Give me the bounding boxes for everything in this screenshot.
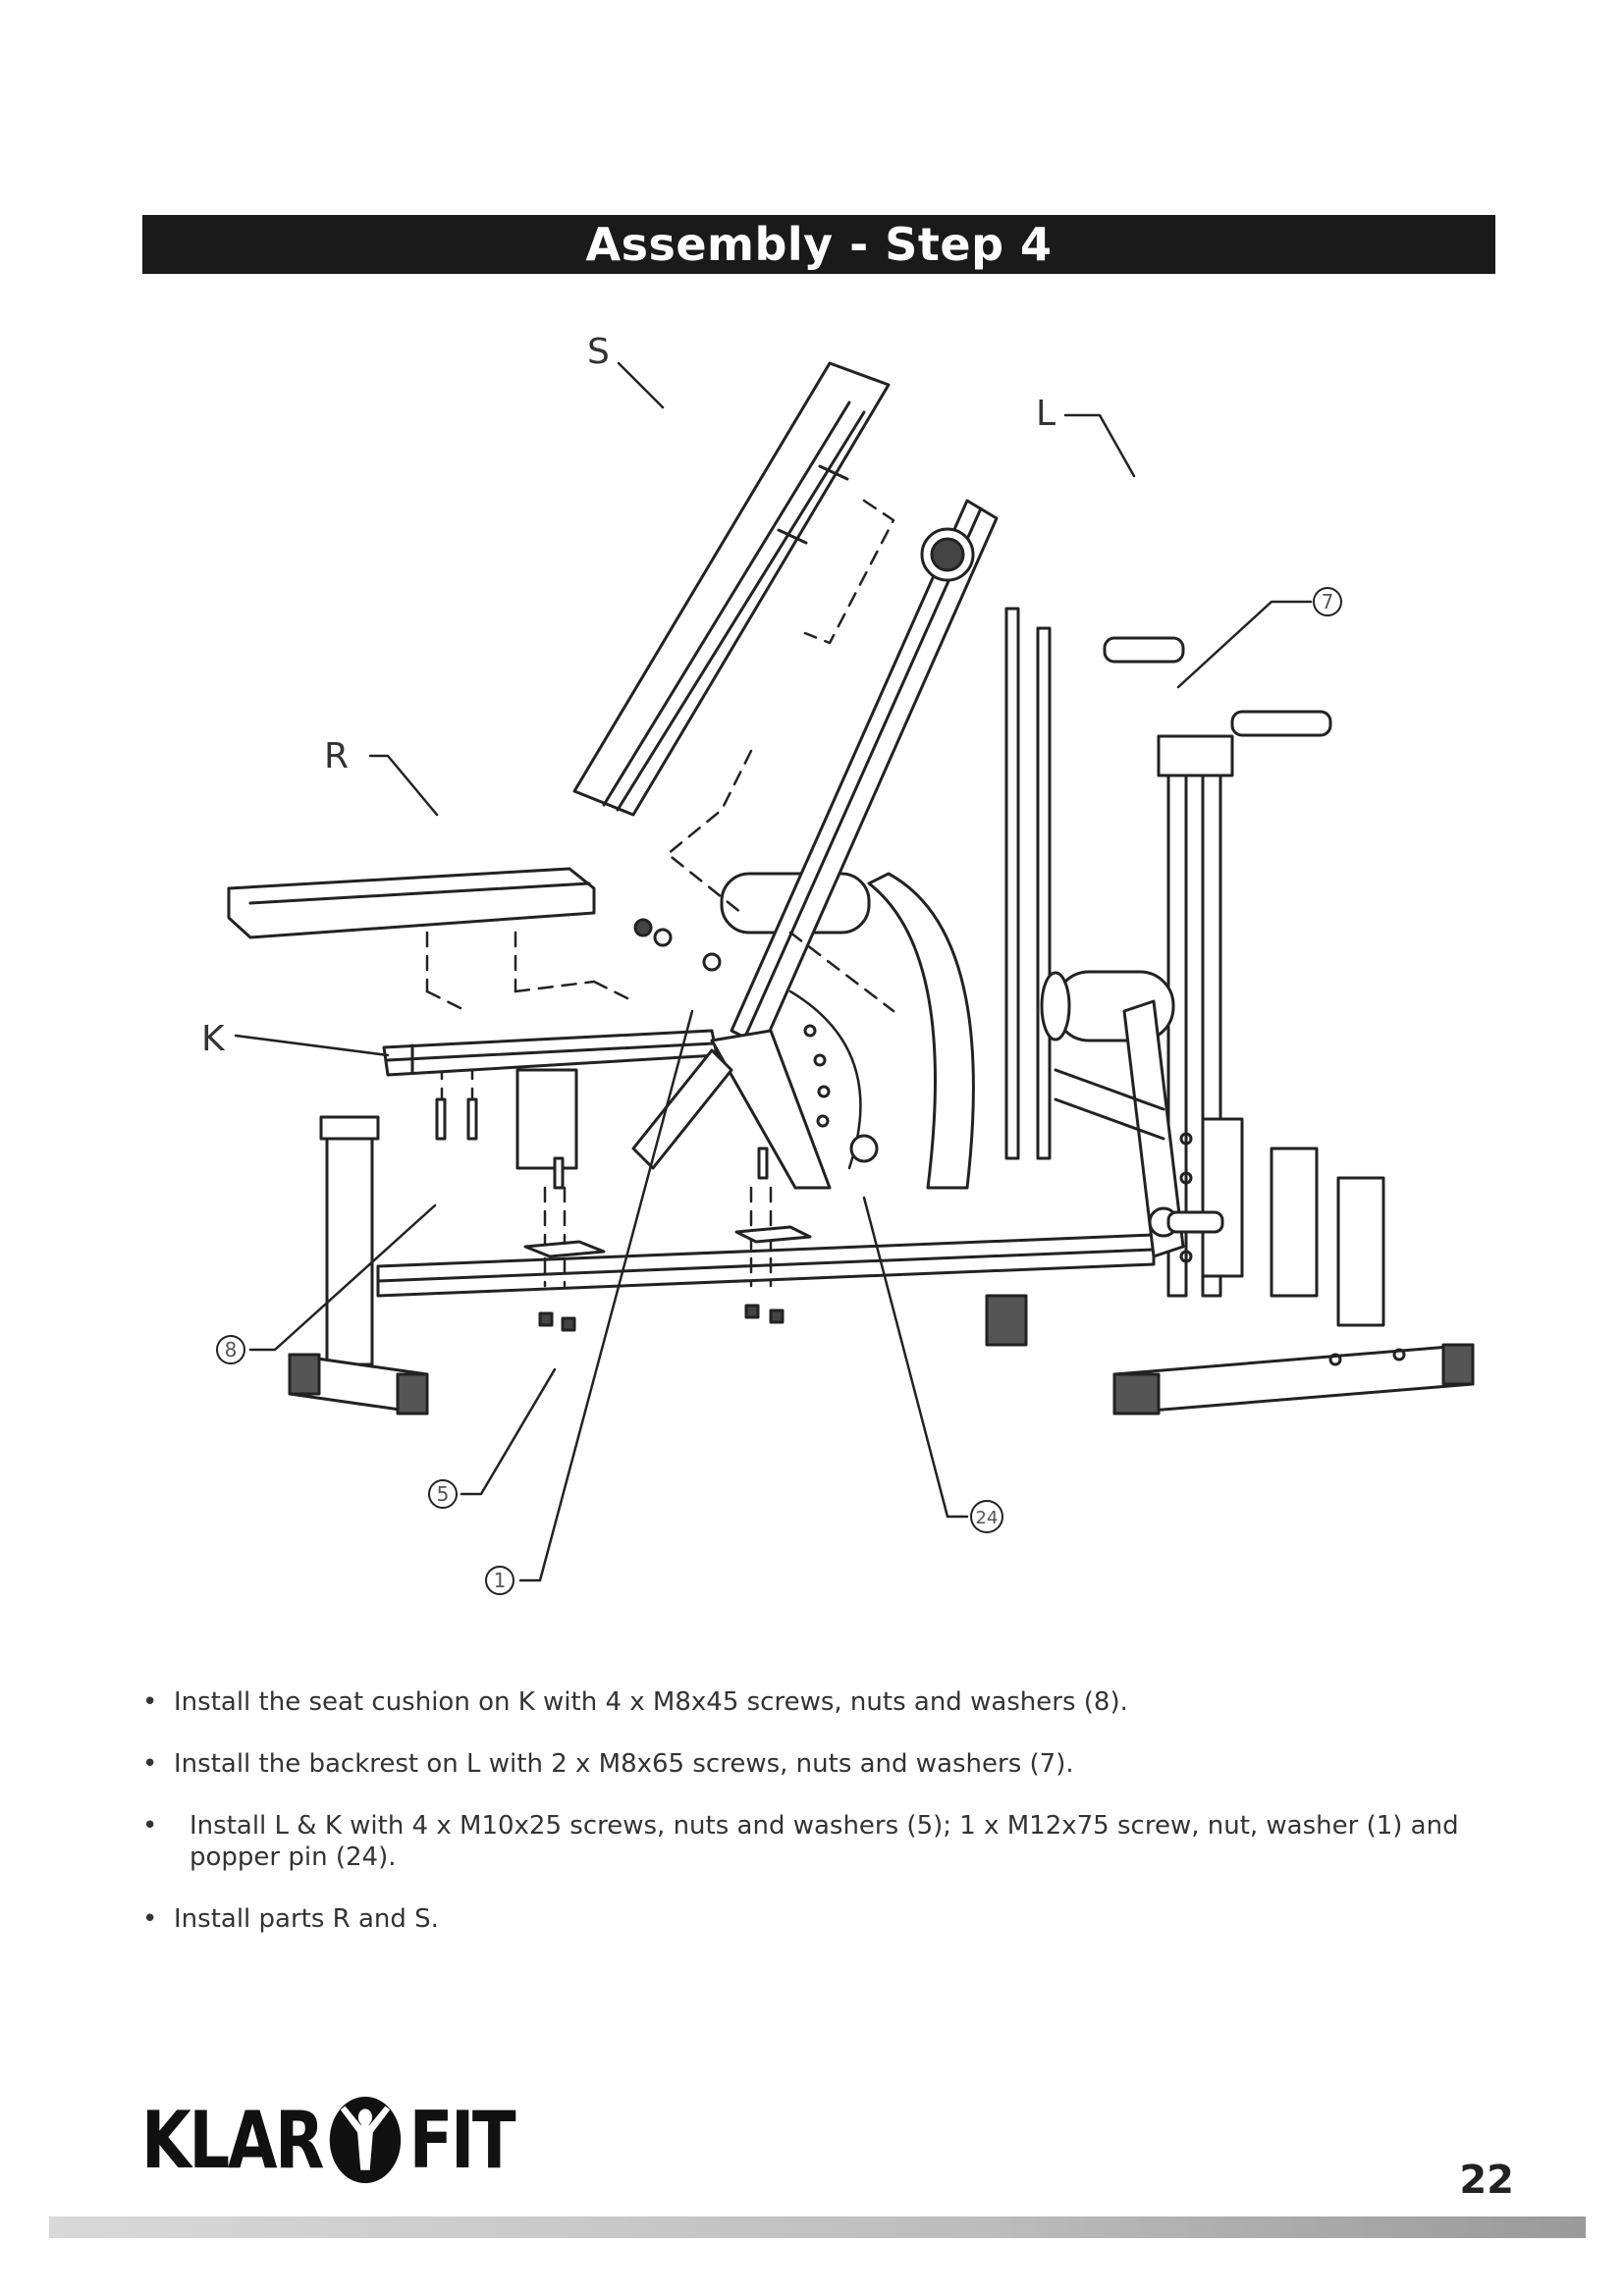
label-l: L <box>1036 394 1056 434</box>
rear-rack <box>722 609 1473 1414</box>
page-number: 22 <box>1459 2158 1514 2203</box>
logo-text-right: FIT <box>408 2094 514 2186</box>
base-frame <box>290 1117 1154 1414</box>
footer-bar <box>49 2216 1586 2238</box>
callout-7: 7 <box>1321 590 1334 614</box>
instruction-item: • Install L & K with 4 x M10x25 screws, nuts and washers (5); 1 x M12x75 screw, nut, washer (1) and popper pin (24). <box>142 1810 1507 1873</box>
seat-cushion-r <box>229 869 594 937</box>
athlete-icon <box>327 2093 405 2187</box>
label-k: K <box>201 1019 225 1059</box>
callout-8: 8 <box>224 1338 238 1362</box>
brand-logo <box>141 2094 514 2186</box>
label-r: R <box>324 736 350 776</box>
page-title: Assembly - Step 4 <box>142 215 1495 274</box>
assembly-diagram <box>142 324 1495 1620</box>
label-s: S <box>587 332 610 372</box>
instruction-item: • Install parts R and S. <box>142 1903 1507 1935</box>
instruction-item: • Install the backrest on L with 2 x M8x65 screws, nuts and washers (7). <box>142 1748 1507 1780</box>
instruction-item: • Install the seat cushion on K with 4 x M8x45 screws, nuts and washers (8). <box>142 1686 1507 1718</box>
callout-24: 24 <box>975 1508 999 1528</box>
backrest-s <box>574 363 889 815</box>
instruction-list <box>142 1686 1507 1965</box>
callout-5: 5 <box>436 1482 450 1506</box>
logo-text-left: KLAR <box>141 2094 323 2186</box>
callout-1: 1 <box>493 1569 507 1592</box>
